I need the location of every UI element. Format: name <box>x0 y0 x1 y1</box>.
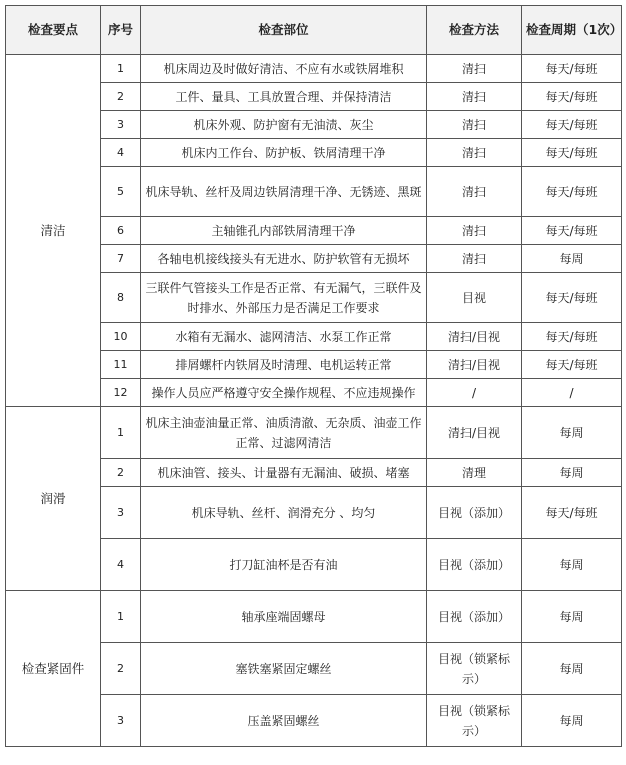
row-part: 机床导轨、丝杆及周边铁屑清理干净、无锈迹、黑斑 <box>141 167 427 217</box>
row-part: 主轴锥孔内部铁屑清理干净 <box>141 217 427 245</box>
row-period: 每天/每班 <box>522 111 622 139</box>
row-seq: 3 <box>101 695 141 747</box>
row-seq: 1 <box>101 55 141 83</box>
row-part: 机床导轨、丝杆、润滑充分 、均匀 <box>141 487 427 539</box>
row-period: 每天/每班 <box>522 351 622 379</box>
row-part: 机床外观、防护窗有无油渍、灰尘 <box>141 111 427 139</box>
row-method: 目视（添加） <box>427 539 522 591</box>
row-part: 各轴电机接线接头有无进水、防护软管有无损坏 <box>141 245 427 273</box>
row-seq: 8 <box>101 273 141 323</box>
row-seq: 5 <box>101 167 141 217</box>
row-seq: 2 <box>101 643 141 695</box>
row-period: 每周 <box>522 407 622 459</box>
table-row <box>6 55 622 83</box>
row-seq: 4 <box>101 139 141 167</box>
row-method: 清扫/目视 <box>427 407 522 459</box>
row-method: 清扫 <box>427 139 522 167</box>
row-period: 每天/每班 <box>522 83 622 111</box>
row-period: 每天/每班 <box>522 487 622 539</box>
row-seq: 1 <box>101 591 141 643</box>
row-method: / <box>427 379 522 407</box>
row-period: 每天/每班 <box>522 217 622 245</box>
row-seq: 3 <box>101 487 141 539</box>
row-method: 清扫/目视 <box>427 351 522 379</box>
row-method: 清扫 <box>427 245 522 273</box>
row-part: 排屑螺杆内铁屑及时清理、电机运转正常 <box>141 351 427 379</box>
row-seq: 10 <box>101 323 141 351</box>
category-fasteners: 检查紧固件 <box>6 591 101 747</box>
row-method: 清扫 <box>427 83 522 111</box>
row-method: 清扫 <box>427 167 522 217</box>
header-method: 检查方法 <box>427 6 522 55</box>
row-period: 每天/每班 <box>522 139 622 167</box>
row-part: 机床内工作台、防护板、铁屑清理干净 <box>141 139 427 167</box>
row-part: 轴承座端固螺母 <box>141 591 427 643</box>
inspection-table <box>5 5 622 747</box>
row-seq: 11 <box>101 351 141 379</box>
row-part: 操作人员应严格遵守安全操作规程、不应违规操作 <box>141 379 427 407</box>
row-seq: 1 <box>101 407 141 459</box>
row-period: 每周 <box>522 643 622 695</box>
row-method: 目视 <box>427 273 522 323</box>
row-period: 每天/每班 <box>522 167 622 217</box>
row-seq: 2 <box>101 459 141 487</box>
table-row <box>6 407 622 459</box>
row-seq: 2 <box>101 83 141 111</box>
row-period: 每天/每班 <box>522 55 622 83</box>
row-period: 每天/每班 <box>522 273 622 323</box>
row-method: 清理 <box>427 459 522 487</box>
row-period: 每周 <box>522 459 622 487</box>
header-key-point: 检查要点 <box>6 6 101 55</box>
row-period: 每周 <box>522 245 622 273</box>
row-method: 清扫 <box>427 55 522 83</box>
row-seq: 4 <box>101 539 141 591</box>
category-cleaning: 清洁 <box>6 55 101 407</box>
row-period: 每天/每班 <box>522 323 622 351</box>
row-period: 每周 <box>522 539 622 591</box>
row-method: 目视（添加） <box>427 591 522 643</box>
row-period: 每周 <box>522 695 622 747</box>
row-method: 清扫 <box>427 111 522 139</box>
row-method: 清扫/目视 <box>427 323 522 351</box>
row-period: 每周 <box>522 591 622 643</box>
row-part: 三联件气管接头工作是否正常、有无漏气，三联件及时排水、外部压力是否满足工作要求 <box>141 273 427 323</box>
row-part: 工件、量具、工具放置合理、并保持清洁 <box>141 83 427 111</box>
row-method: 目视（锁紧标示） <box>427 643 522 695</box>
table-row <box>6 591 622 643</box>
row-part: 打刀缸油杯是否有油 <box>141 539 427 591</box>
row-part: 水箱有无漏水、滤网清洁、水泵工作正常 <box>141 323 427 351</box>
row-method: 目视（添加） <box>427 487 522 539</box>
row-part: 压盖紧固螺丝 <box>141 695 427 747</box>
category-lubrication: 润滑 <box>6 407 101 591</box>
header-row <box>6 6 622 55</box>
row-part: 塞铁塞紧固定螺丝 <box>141 643 427 695</box>
row-period: / <box>522 379 622 407</box>
header-part: 检查部位 <box>141 6 427 55</box>
row-method: 清扫 <box>427 217 522 245</box>
row-seq: 12 <box>101 379 141 407</box>
row-seq: 7 <box>101 245 141 273</box>
row-seq: 3 <box>101 111 141 139</box>
row-part: 机床主油壶油量正常、油质清澈、无杂质、油壶工作正常、过滤网清洁 <box>141 407 427 459</box>
row-method: 目视（锁紧标示） <box>427 695 522 747</box>
row-seq: 6 <box>101 217 141 245</box>
row-part: 机床周边及时做好清洁、不应有水或铁屑堆积 <box>141 55 427 83</box>
row-part: 机床油管、接头、计量器有无漏油、破损、堵塞 <box>141 459 427 487</box>
header-seq: 序号 <box>101 6 141 55</box>
header-period: 检查周期（1次） <box>522 6 622 55</box>
